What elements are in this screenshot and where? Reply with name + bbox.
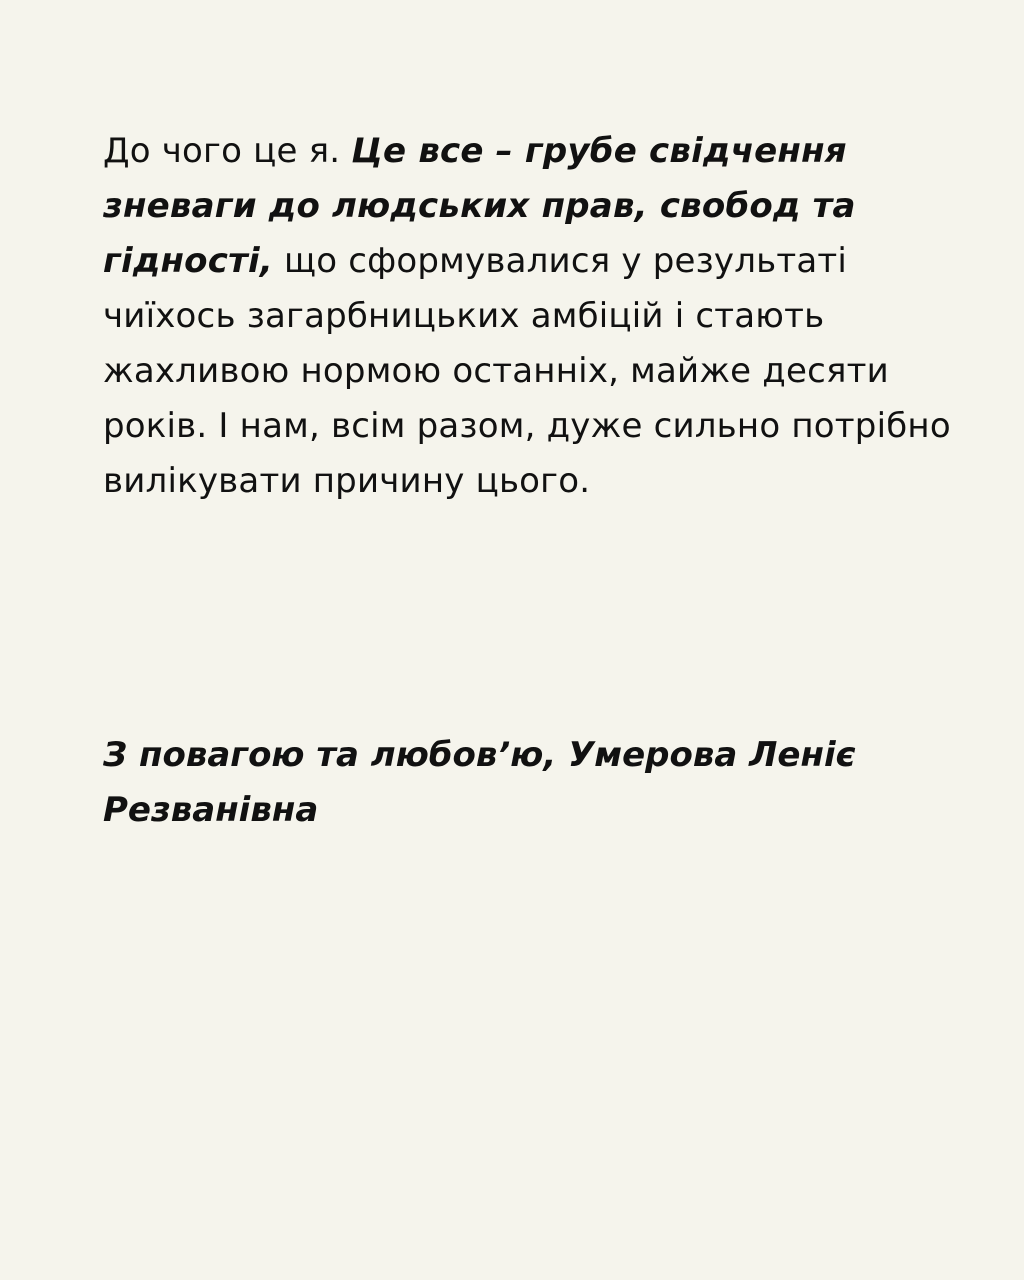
signature: З повагою та любов’ю, Умерова Леніє Резванівна xyxy=(103,735,856,830)
emphasis-text: Це все – грубе свідчення зневаги до людських прав, свобод та гідності, xyxy=(103,131,856,281)
body-text: що сформувалися у результаті чиїхось загарбницьких амбіцій і стають жахливою нормою останніх, майже десяти років. І нам, всім разом, дуже сильно потрібно вилікувати причину цього. xyxy=(103,241,951,501)
intro-text: До чого це я. xyxy=(103,131,352,171)
letter-paragraph xyxy=(103,124,983,509)
